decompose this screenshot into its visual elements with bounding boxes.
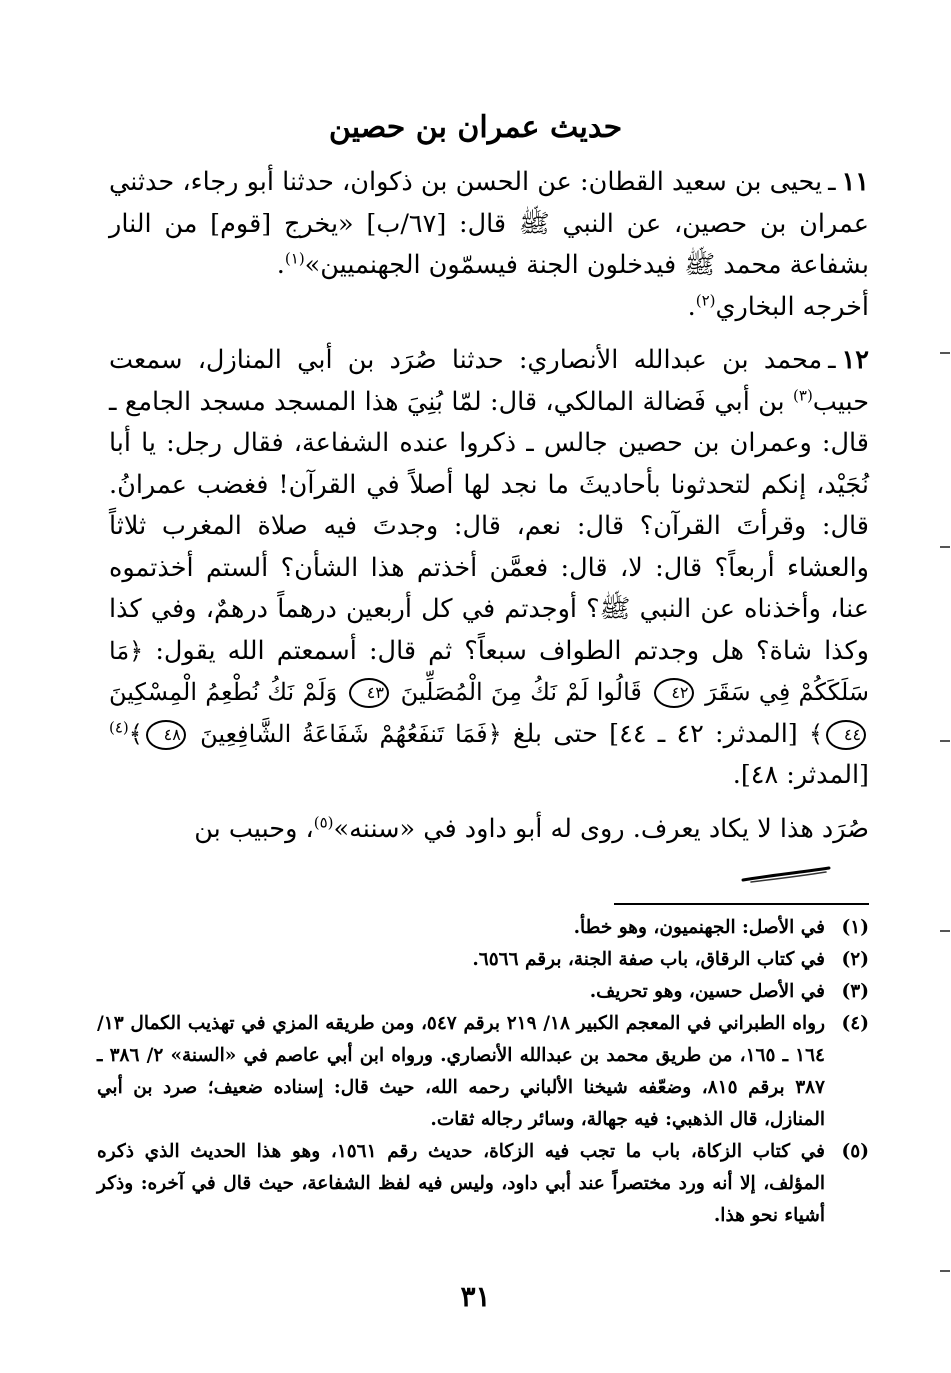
main-text: [109, 162, 869, 850]
footnote-text: في الأصل حسين، وهو تحريف.: [589, 981, 825, 1002]
ayah-number-marker: ٤٨: [146, 720, 186, 750]
hadith-11: [109, 162, 869, 287]
footnote-number: (٢): [841, 949, 869, 970]
footnote-number: (١): [841, 917, 869, 938]
footnote-number: (٥): [841, 1141, 869, 1162]
ayah-number-marker: ٤٢: [654, 678, 694, 708]
scan-margin-mark: [940, 740, 950, 742]
footnote-text: رواه الطبراني في المعجم الكبير ١٨/ ٢١٩ برقم ٥٤٧، ومن طريقه المزي في تهذيب الكمال ١٣/ ١٦٤ ـ ١٦٥، من طريق محمد بن عبدالله الأنصاري. ورواه ابن أبي عاصم في «السنة» ٢/ ٣٨٦ ـ ٣٨٧ برقم ٨١٥، وضعّفه شيخنا الألباني رحمه الله، حيث قال: إسناده ضعيف؛ صرد بن أبي المنازل، قال الذهبي: فيه جهالة، وسائر رجاله ثقات.: [97, 1013, 825, 1130]
dash: ـ: [828, 167, 836, 197]
author-comment: [109, 809, 869, 851]
footnote-item: [97, 1008, 869, 1136]
footnote-ref: (٤): [109, 718, 129, 736]
quran-verse: ﴿فَمَا تَنفَعُهُمْ شَفَاعَةُ الشَّافِعِينَ: [200, 719, 502, 748]
footnote-number: (٣): [841, 981, 869, 1002]
page-number: ٣١: [460, 1280, 491, 1313]
ayah-number-marker: ٤٣: [349, 678, 389, 708]
footnote-ref: (١): [284, 249, 305, 268]
hadith-number: ١١: [841, 167, 869, 197]
footnote-ref: (٥): [313, 813, 334, 831]
comment-text: صُرَد هذا لا يكاد يعرف. روى له أبو داود في «سننه»: [333, 813, 869, 844]
footnote-ref: (٢): [695, 291, 716, 309]
hadith-text: حتى بلغ: [512, 718, 598, 749]
footnote-ref: (٣): [793, 386, 813, 404]
hadith-12: [109, 340, 869, 797]
footnote-text: في كتاب الزكاة، باب ما تجب فيه الزكاة، حديث رقم ١٥٦١، وهو هذا الحديث الذي ذكره المؤلف، إلا أنه ورد مختصراً عند أبي داود، وليس فيه لفظ الشفاعة، حيث قال في آخره: وذكر أشياء نحو هذا.: [97, 1141, 825, 1226]
comment-text: ، وحبيب بن: [194, 813, 314, 844]
quran-bracket: ﴾: [808, 719, 824, 748]
footnote-item: [97, 976, 869, 1008]
hadith-text: يحيى بن سعيد القطان: عن الحسن بن ذكوان، حدثنا أبو رجاء، حدثني عمران بن حصين، عن النبي ﷺ قال: [٦٧/ب] «يخرج [قوم] من النار بشفاعة محمد ﷺ فيدخلون الجنة فيسمّون الجهنميين»: [109, 167, 869, 280]
footnote-separator: [614, 903, 869, 905]
scan-margin-mark: [940, 352, 950, 354]
quran-verse: وَلَمْ نَكُ نُطْعِمُ الْمِسْكِينَ: [109, 678, 338, 706]
handwritten-underline-mark: [741, 864, 831, 884]
surah-reference: [المدثر: ٤٨].: [732, 760, 869, 790]
scan-margin-mark: [940, 546, 950, 548]
quran-bracket: ﴾: [128, 719, 143, 748]
hadith-text: بن أبي فَضالة المالكي، قال: لمّا بُنِيَ هذا المسجد مسجد الجامع ـ قال: وعمران بن حصين جالس ـ ذكروا عنده الشفاعة، فقال رجل: يا أبا نُجَيْد، إنكم لتحدثونا بأحاديثَ ما نجد لها أصلاً في القرآن! فغضب عمرانُ. قال: وقرأتَ القرآن؟ قال: نعم، قال: وجدتَ فيه صلاة المغرب ثلاثاً والعشاء أربعاً؟ قال: لا، قال: فعمَّن أخذتم هذا الشأن؟ ألستم أخذتموه عنا، وأخذناه عن النبي ﷺ؟ أوجدتم في كل أربعين درهماً درهمٌ، وفي كذا وكذا شاة؟ هل وجدتم الطواف سبعاً؟ ثم قال: أسمعتم الله يقول:: [109, 386, 869, 666]
footnote-item: [97, 912, 869, 944]
footnotes: [97, 912, 869, 1232]
scan-margin-mark: [940, 1270, 950, 1272]
hadith-number: ١٢: [841, 345, 869, 375]
surah-reference: [المدثر: ٤٢ ـ ٤٤]: [609, 718, 798, 749]
punctuation: .: [687, 291, 696, 322]
footnote-number: (٤): [841, 1013, 869, 1034]
takhrij-text: أخرجه البخاري: [715, 291, 869, 322]
hadith-text: محمد بن عبدالله الأنصاري: حدثنا صُرَد بن أبي المنازل، سمعت حبيب: [109, 345, 869, 417]
ayah-number-marker: ٤٤: [826, 720, 866, 750]
quran-verse: قَالُوا لَمْ نَكُ مِنَ الْمُصَلِّينَ: [400, 678, 642, 706]
footnote-item: [97, 1136, 869, 1232]
footnote-text: في كتاب الرقاق، باب صفة الجنة، برقم ٦٥٦٦.: [472, 949, 825, 970]
dash: ـ: [828, 345, 836, 375]
takhrij-line: [109, 287, 869, 329]
footnote-item: [97, 944, 869, 976]
footnote-text: في الأصل: الجهنميون، وهو خطأ.: [573, 917, 825, 938]
punctuation: .: [276, 250, 285, 280]
scan-margin-mark: [940, 930, 950, 932]
page-title: حديث عمران بن حصين: [328, 110, 623, 145]
quran-verse: ﴿مَا سَلَكَكُمْ فِي سَقَرَ: [109, 636, 870, 706]
